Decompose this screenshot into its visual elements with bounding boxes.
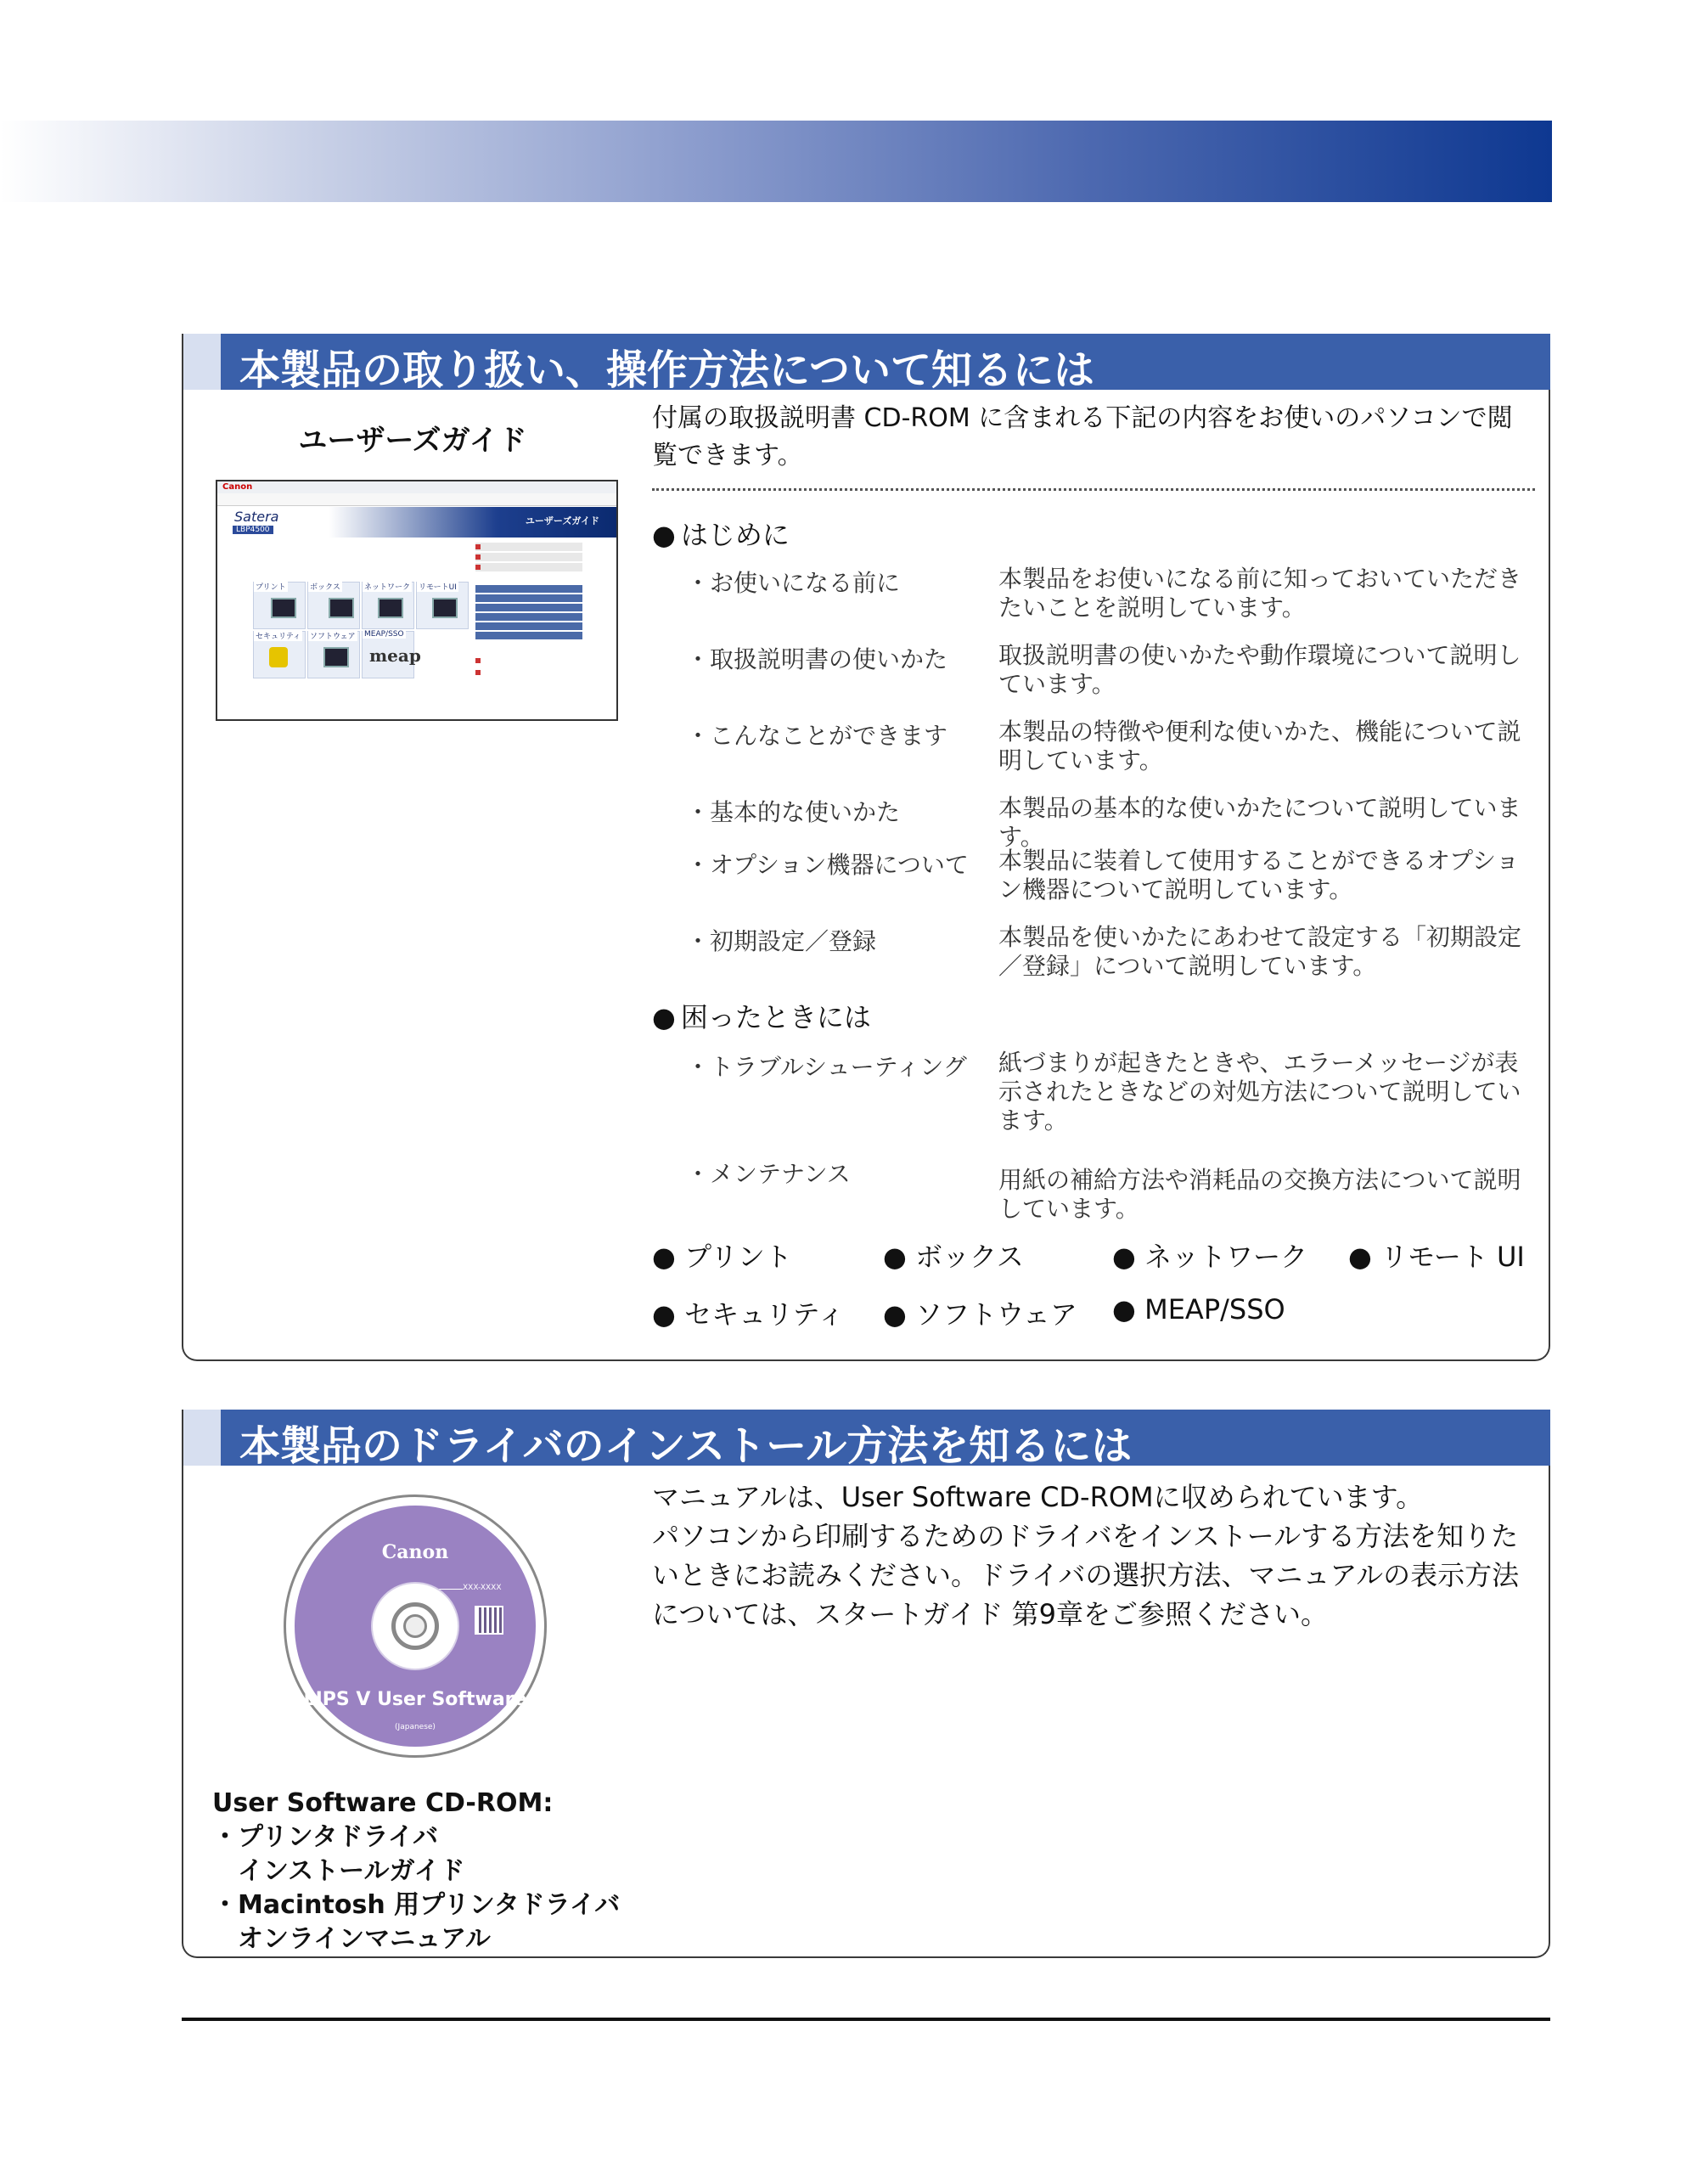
- menu-item: [475, 622, 582, 630]
- group-heading-troubleshooting: ● 困ったときには: [652, 1001, 871, 1033]
- menu-item: [475, 543, 582, 551]
- dotted-divider: [652, 488, 1535, 491]
- list-item-desc: 本製品をお使いになる前に知っておいていただきたいことを説明しています。: [998, 565, 1522, 622]
- cd-contents-line: ・Macintosh 用プリンタドライバ: [212, 1890, 621, 1920]
- list-item-name: ・こんなことができます: [686, 722, 948, 750]
- menu-bullet: [475, 658, 481, 663]
- driver-text-line: マニュアルは、User Software CD-ROMに収められています。: [652, 1481, 1424, 1513]
- menu-item: [475, 594, 582, 602]
- bullet-icon: ●: [652, 1001, 676, 1033]
- canon-logo: Canon: [381, 1541, 449, 1563]
- section-title: 本製品のドライバのインストール方法を知るには: [239, 1422, 1133, 1470]
- screenshot-header: [217, 507, 616, 538]
- cd-sublabel: (Japanese): [395, 1723, 436, 1731]
- tile-remote-ui: リモートUI: [416, 582, 469, 629]
- bottom-rule: [182, 2018, 1550, 2021]
- section-driver-panel: [182, 1410, 1550, 1958]
- tile-network: ネットワーク: [362, 582, 414, 629]
- list-item-name: ・お使いになる前に: [686, 569, 901, 597]
- section-operation-panel: [182, 334, 1550, 1361]
- list-item-desc: 本製品に装着して使用することができるオプション機器について説明しています。: [998, 847, 1520, 903]
- list-item-name: ・初期設定／登録: [686, 927, 877, 955]
- monitor-icon: [329, 598, 354, 618]
- menu-bullet: [475, 565, 481, 570]
- section-header: [183, 334, 1550, 394]
- cd-contents-list: [212, 1787, 620, 1956]
- monitor-icon: [271, 598, 296, 618]
- menu-bullet: [475, 544, 481, 549]
- satera-logo: Satera: [234, 509, 279, 525]
- monitor-icon: [323, 647, 349, 667]
- screenshot-header-label: ユーザーズガイド: [525, 515, 599, 526]
- tile-meap: MEAP/SSO meap: [362, 631, 414, 678]
- lock-icon: [269, 647, 288, 667]
- screenshot-navbar: [217, 493, 616, 506]
- monitor-icon: [378, 598, 403, 618]
- menu-item: [475, 553, 582, 561]
- group-heading-getting-started: ● はじめに: [652, 519, 790, 551]
- list-item-name: ・基本的な使いかた: [686, 798, 901, 826]
- list-item-desc: 取扱説明書の使いかたや動作環境について説明しています。: [998, 641, 1521, 698]
- list-item-desc: 本製品の基本的な使いかたについて説明しています。: [998, 794, 1521, 851]
- cd-contents-line: インストールガイド: [212, 1856, 465, 1886]
- bullet-icon: ●: [652, 519, 676, 551]
- tile-print: プリント: [253, 582, 306, 629]
- section-header: [183, 1410, 1550, 1470]
- tile-security: セキュリティ: [253, 631, 306, 678]
- category-security: ● セキュリティ: [652, 1298, 845, 1331]
- cd-disc: [295, 1506, 536, 1747]
- menu-item: [475, 613, 582, 621]
- menu-item: [475, 632, 582, 639]
- meap-logo: meap: [369, 645, 421, 666]
- list-item-desc: 本製品の特徴や便利な使いかた、機能について説明しています。: [998, 718, 1521, 774]
- list-item-desc: 用紙の補給方法や消耗品の交換方法について説明しています。: [998, 1166, 1521, 1223]
- driver-description: [652, 1478, 1543, 1634]
- model-label: LBP4500: [233, 526, 273, 534]
- cd-number: XXX-XXXX: [463, 1584, 502, 1592]
- category-print: ● プリント: [652, 1241, 792, 1273]
- screenshot-toolbar: [217, 481, 616, 494]
- tile-software: ソフトウェア: [307, 631, 360, 678]
- category-remote-ui: ● リモート UI: [1348, 1241, 1525, 1273]
- cd-label: LIPS V User Software: [303, 1689, 527, 1710]
- user-guide-title: ユーザーズガイド: [298, 424, 527, 458]
- cd-contents-line: オンラインマニュアル: [212, 1924, 491, 1954]
- cd-contents-line: ・プリンタドライバ: [212, 1822, 439, 1852]
- list-item-desc: 紙づまりが起きたときや、エラーメッセージが表示されたときなどの対処方法について説明しています。: [998, 1049, 1521, 1134]
- category-meap-sso: ● MEAP/SSO: [1112, 1293, 1285, 1326]
- cd-rom-image: [284, 1494, 547, 1758]
- section-title: 本製品の取り扱い、操作方法について知るには: [239, 346, 1095, 394]
- list-item-name: ・オプション機器について: [686, 851, 969, 879]
- menu-bullet: [475, 670, 481, 675]
- top-banner: [0, 121, 1552, 202]
- list-item-name: ・トラブルシューティング: [686, 1053, 967, 1081]
- monitor-icon: [432, 598, 458, 618]
- intro-text: 付属の取扱説明書 CD-ROM に含まれる下記の内容をお使いのパソコンで閲覧できます。: [652, 403, 1513, 470]
- list-item-name: ・メンテナンス: [686, 1160, 851, 1188]
- cd-contents-line: User Software CD-ROM:: [212, 1788, 554, 1818]
- category-box: ● ボックス: [883, 1241, 1024, 1273]
- cd-hub-center: [403, 1614, 427, 1638]
- canon-logo: Canon: [222, 482, 253, 492]
- menu-bullet: [475, 554, 481, 560]
- menu-item: [475, 604, 582, 611]
- user-guide-screenshot: [216, 480, 618, 721]
- menu-item: [475, 585, 582, 593]
- category-network: ● ネットワーク: [1112, 1241, 1308, 1273]
- list-item-name: ・取扱説明書の使いかた: [686, 645, 948, 673]
- category-software: ● ソフトウェア: [883, 1298, 1077, 1331]
- tile-box: ボックス: [307, 582, 360, 629]
- driver-text-paragraph: パソコンから印刷するためのドライバをインストールする方法を知りたいときにお読みください。ドライバの選択方法、マニュアルの表示方法については、スタートガイド 第9章をご参照ください。: [652, 1520, 1520, 1630]
- menu-item: [475, 563, 582, 571]
- list-item-desc: 本製品を使いかたにあわせて設定する「初期設定／登録」について説明しています。: [998, 923, 1522, 980]
- qr-code-icon: [475, 1606, 503, 1635]
